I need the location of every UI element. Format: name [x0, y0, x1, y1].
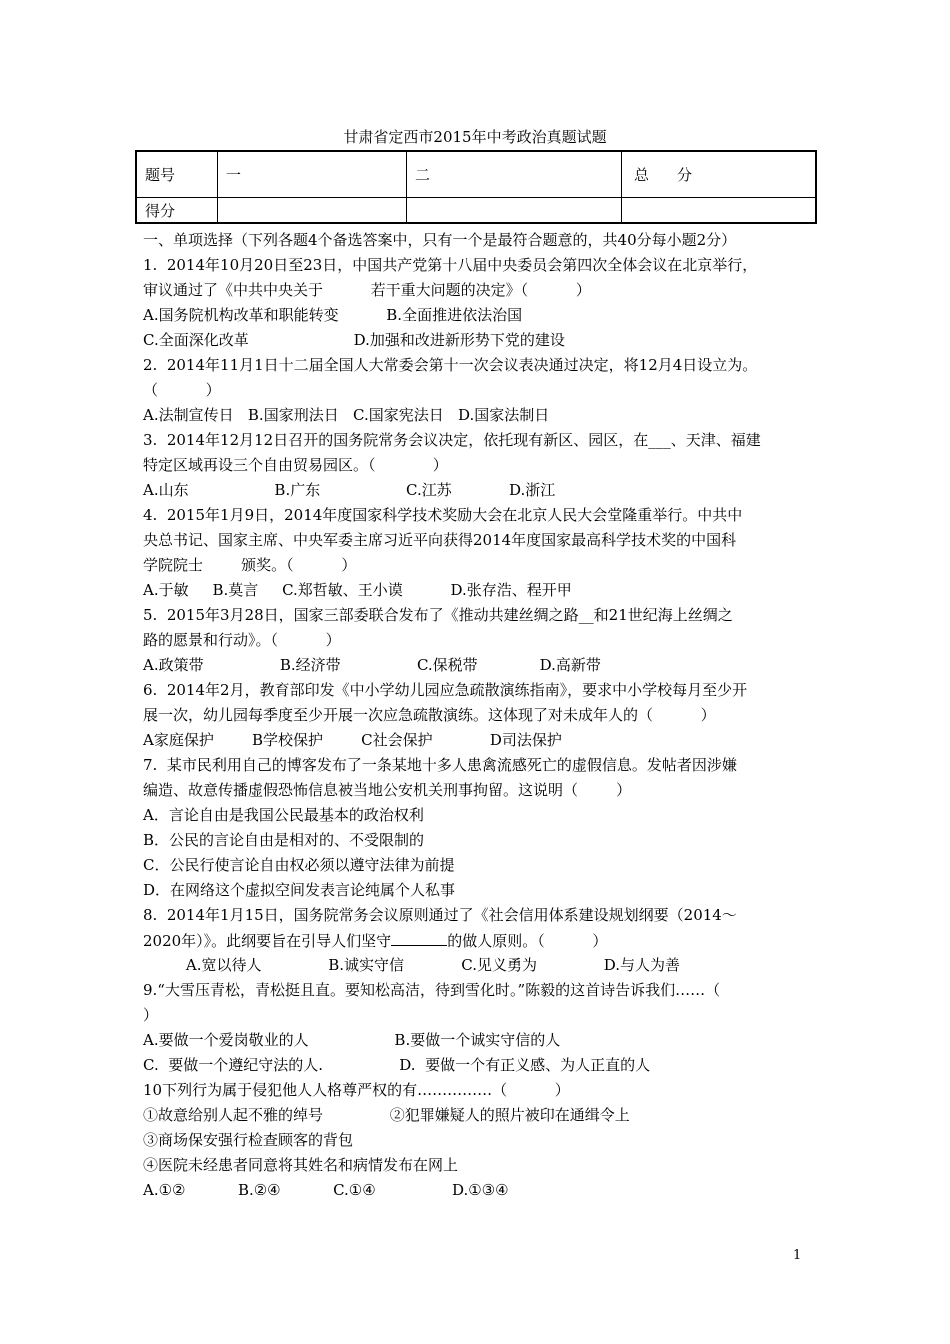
score-table — [135, 150, 817, 224]
text-line: ③商场保安强行检查顾客的背包 — [143, 1131, 354, 1149]
text-line: （ ） — [143, 381, 221, 399]
score-table-score-row — [136, 198, 816, 224]
text-line: 学院院士 颁奖。（ ） — [143, 556, 357, 574]
text-line: B．公民的言论自由是相对的、不受限制的 — [143, 831, 425, 849]
text-line: 路的愿景和行动》。（ ） — [143, 631, 341, 649]
text-line: 展一次，幼儿园每季度至少开展一次应急疏散演练。这体现了对未成年人的（ ） — [143, 706, 716, 724]
text-line: 2. 2014年11月1日十二届全国人大常委会第十一次会议表决通过决定，将12月4日设立为。 — [143, 356, 758, 374]
text-line: A.山东 B.广东 C.江苏 D.浙江 — [143, 481, 556, 499]
text-line: A.宽以待人 B.诚实守信 C.见义勇为 D.与人为善 — [143, 956, 680, 974]
answer-blank — [391, 928, 447, 946]
text-segment: 的做人原则。（ ） — [447, 932, 608, 950]
text-line: A家庭保护 B学校保护 C社会保护 D司法保护 — [143, 731, 562, 749]
text-line: 5. 2015年3月28日，国家三部委联合发布了《推动共建丝绸之路__和21世纪海上丝绸之 — [143, 606, 733, 624]
text-line: A.法制宣传日 B.国家刑法日 C.国家宪法日 D.国家法制日 — [143, 406, 550, 424]
text-line: 6. 2014年2月，教育部印发《中小学幼儿园应急疏散演练指南》，要求中小学校每月至少开 — [143, 681, 748, 699]
total-label-a: 总 — [634, 166, 650, 184]
text-line: ） — [143, 1006, 159, 1024]
text-line — [143, 928, 823, 953]
text-segment: 2020年）》。此纲要旨在引导人们坚守 — [143, 932, 392, 950]
text-line: C.全面深化改革 D.加强和改进新形势下党的建设 — [143, 331, 565, 349]
text-line: A.①② B.②④ C.①④ D.①③④ — [143, 1181, 509, 1199]
text-line: 3. 2014年12月12日召开的国务院常务会议决定，依托现有新区、园区，在___、天津、福建 — [143, 431, 761, 449]
score-table-cell: 二 — [407, 151, 622, 198]
text-line: ④医院未经患者同意将其姓名和病情发布在网上 — [143, 1156, 459, 1174]
text-line: D．在网络这个虚拟空间发表言论纯属个人私事 — [143, 881, 456, 899]
page-number: 1 — [793, 1248, 802, 1263]
score-table-empty-cell — [622, 198, 817, 224]
score-table-total-cell — [622, 151, 817, 198]
score-table-header-row — [136, 151, 816, 198]
text-line: A.于敏 B.莫言 C.郑哲敏、王小谟 D.张存浩、程开甲 — [143, 581, 572, 599]
text-line: 央总书记、国家主席、中央军委主席习近平向获得2014年度国家最高科学技术奖的中国科 — [143, 531, 737, 549]
score-table-empty-cell — [407, 198, 622, 224]
text-line: A.国务院机构改革和职能转变 B.全面推进依法治国 — [143, 306, 523, 324]
text-line: A．言论自由是我国公民最基本的政治权利 — [143, 806, 424, 824]
text-line: 10下列行为属于侵犯他人人格尊严权的有……………（ ） — [143, 1081, 570, 1099]
text-line: 4. 2015年1月9日，2014年度国家科学技术奖励大会在北京人民大会堂隆重举行。中共中 — [143, 506, 743, 524]
text-line: 特定区域再设三个自由贸易园区。（ ） — [143, 456, 448, 474]
text-line: 8. 2014年1月15日，国务院常务会议原则通过了《社会信用体系建设规划纲要（2014～ — [143, 906, 737, 924]
page-title: 甘肃省定西市2015年中考政治真题试题 — [343, 128, 607, 146]
text-line: 1. 2014年10月20日至23日，中国共产党第十八届中央委员会第四次全体会议在北京举行， — [143, 256, 758, 274]
text-line: C. 要做一个遵纪守法的人. D. 要做一个有正义感、为人正直的人 — [143, 1056, 651, 1074]
text-line: 9.“大雪压青松，青松挺且直。要知松高洁，待到雪化时。”陈毅的这首诗告诉我们……（ — [143, 981, 721, 999]
score-table-empty-cell — [218, 198, 407, 224]
text-line: C．公民行使言论自由权必须以遵守法律为前提 — [143, 856, 455, 874]
score-table-cell: 题号 — [136, 151, 218, 198]
text-line: 审议通过了《中共中央关于 若干重大问题的决定》（ ） — [143, 281, 591, 299]
total-label-b: 分 — [677, 166, 693, 184]
score-table-cell: 一 — [218, 151, 407, 198]
text-line: 编造、故意传播虚假恐怖信息被当地公安机关刑事拘留。这说明（ ） — [143, 781, 632, 799]
text-line: ①故意给别人起不雅的绰号 ②犯罪嫌疑人的照片被印在通缉令上 — [143, 1106, 630, 1124]
text-line: A.政策带 B.经济带 C.保税带 D.高新带 — [143, 656, 601, 674]
score-table-cell: 得分 — [136, 198, 218, 224]
text-line: A.要做一个爱岗敬业的人 B.要做一个诚实守信的人 — [143, 1031, 561, 1049]
text-line: 一、单项选择（下列各题4个备选答案中，只有一个是最符合题意的，共40分每小题2分） — [143, 231, 737, 249]
text-line: 7. 某市民利用自己的博客发布了一条某地十多人患禽流感死亡的虚假信息。发帖者因涉嫌 — [143, 756, 737, 774]
question-content — [143, 228, 823, 1203]
